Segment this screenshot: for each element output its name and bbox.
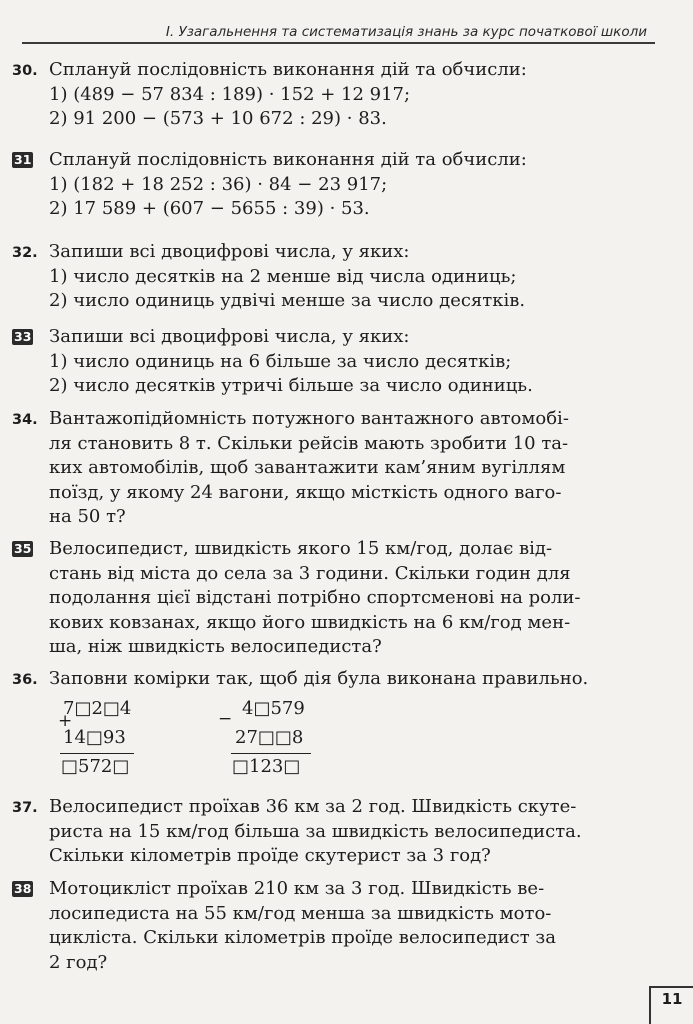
task-number-boxed: 31 — [14, 152, 32, 167]
task-text-line: Запиши всі двоцифрові числа, у яких: — [49, 241, 410, 262]
difference-result: □123□ — [232, 756, 301, 777]
page-number — [649, 986, 693, 1024]
addend-bottom: 14□93 — [63, 727, 126, 748]
task-text-line: 2) число десятків утричі більше за число одиниць. — [49, 375, 533, 396]
addend-top: 7□2□4 — [63, 698, 132, 719]
column-subtraction — [215, 697, 315, 781]
difference-line — [231, 753, 311, 754]
task-number-boxed: 33 — [14, 329, 32, 344]
task-text-line: 1) (182 + 18 252 : 36) · 84 − 23 917; — [49, 173, 388, 195]
task-text-line: лосипедиста на 55 км/год менша за швидкість мото- — [49, 902, 552, 924]
column-addition — [50, 697, 140, 781]
task-text-line: Велосипедист, швидкість якого 15 км/год, долає від- — [49, 538, 553, 559]
task-number: 34. — [12, 412, 38, 428]
task-text-line: Заповни комірки так, щоб дія була виконана правильно. — [49, 668, 589, 689]
task-text-line: 2) 91 200 − (573 + 10 672 : 29) · 83. — [49, 108, 387, 129]
task-text-line: 1) число десятків на 2 менше від числа одиниць; — [49, 265, 517, 287]
task-number: 30. — [12, 63, 38, 79]
task-34 — [12, 407, 653, 530]
page-number-text: 11 — [661, 990, 683, 1008]
task-text-line: на 50 т? — [49, 506, 126, 527]
task-text-line: 2) 17 589 + (607 − 5655 : 39) · 53. — [49, 198, 370, 219]
task-text-line: цикліста. Скільки кілометрів проїде велосипедист за — [49, 927, 556, 948]
task-text-line: Сплануй послідовність виконання дій та обчисли: — [49, 59, 527, 80]
task-text-line: Мотоцикліст проїхав 210 км за 3 год. Швидкість ве- — [49, 878, 545, 899]
task-35 — [12, 537, 653, 660]
task-text-line: 2 год? — [49, 951, 108, 973]
task-32 — [12, 240, 653, 314]
plus-sign: + — [58, 711, 73, 731]
task-text-line: подолання цієї відстані потрібно спортсменові на роли- — [49, 587, 581, 608]
running-header-title: I. Узагальнення та систематизація знань за курс початкової школи — [165, 24, 647, 40]
sum-line — [60, 753, 134, 754]
task-text-line: ких автомобілів, щоб завантажити кам’яним вугіллям — [49, 457, 566, 478]
task-text-line: 2) число одиниць удвічі менше за число десятків. — [49, 290, 526, 311]
task-31 — [12, 148, 653, 222]
task-text-line: Вантажопідйомність потужного вантажного автомобі- — [49, 408, 569, 429]
running-header — [22, 24, 655, 44]
task-number-boxed: 35 — [14, 541, 32, 556]
task-text-line: ля становить 8 т. Скільки рейсів мають зробити 10 та- — [49, 432, 569, 454]
subtrahend: 27□□8 — [235, 727, 304, 748]
task-number: 37. — [12, 800, 38, 816]
task-number: 32. — [12, 245, 38, 261]
task-text-line: Запиши всі двоцифрові числа, у яких: — [49, 326, 410, 347]
task-text-line: поїзд, у якому 24 вагони, якщо місткість одного ваго- — [49, 481, 562, 503]
task-text-line: Велосипедист проїхав 36 км за 2 год. Швидкість скуте- — [49, 796, 577, 817]
task-30 — [12, 58, 653, 132]
task-text-line: Сплануй послідовність виконання дій та обчисли: — [49, 149, 527, 170]
task-text-line: ша, ніж швидкість велосипедиста? — [49, 636, 382, 657]
task-37 — [12, 795, 653, 869]
task-33 — [12, 325, 653, 399]
task-text-line: кових ковзанах, якщо його швидкість на 6 км/год мен- — [49, 611, 571, 633]
task-text-line: риста на 15 км/год більша за швидкість велосипедиста. — [49, 820, 582, 842]
minus-sign: − — [218, 709, 233, 729]
sum-result: □572□ — [61, 756, 130, 777]
task-number-boxed: 38 — [14, 881, 32, 896]
minuend: 4□579 — [242, 698, 305, 719]
task-38 — [12, 877, 653, 975]
task-text-line: 1) (489 − 57 834 : 189) · 152 + 12 917; — [49, 83, 411, 105]
task-36 — [12, 667, 653, 692]
task-number: 36. — [12, 672, 38, 688]
task-text-line: стань від міста до села за 3 години. Скільки годин для — [49, 562, 571, 584]
task-text-line: Скільки кілометрів проїде скутерист за 3 год? — [49, 845, 491, 866]
task-text-line: 1) число одиниць на 6 більше за число десятків; — [49, 350, 512, 372]
